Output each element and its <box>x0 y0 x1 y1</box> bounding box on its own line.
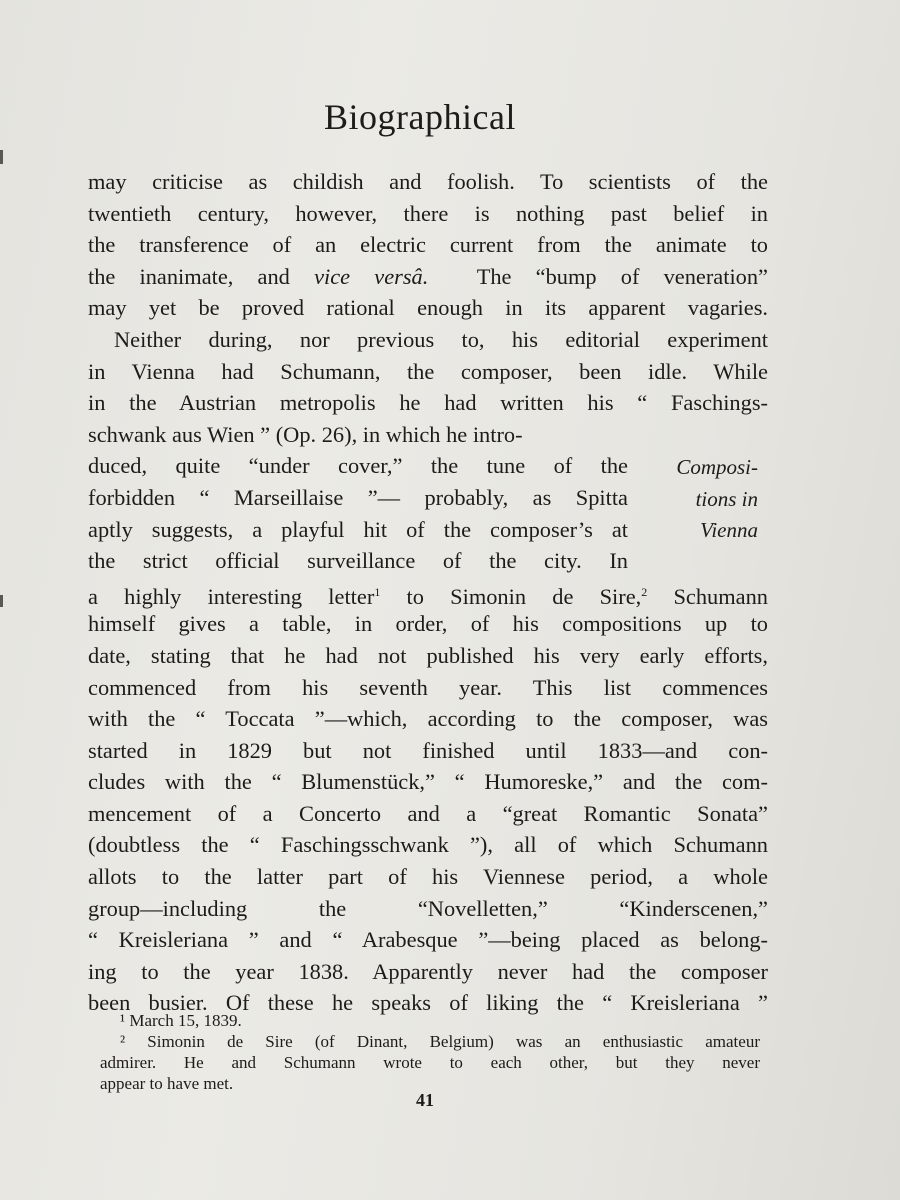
text-line: schwank aus Wien ” (Op. 26), in which he intro- <box>88 421 523 447</box>
text-line: aptly suggests, a playful hit of the composer’s at <box>88 516 628 542</box>
text-line: “ Kreisleriana ” and “ Arabesque ”—being placed as belong- <box>88 927 768 953</box>
text-line: may criticise as childish and foolish. To scientists of the <box>88 169 768 194</box>
text-segment: a highly interesting letter <box>88 583 375 609</box>
text-line: started in 1829 but not finished until 1833—and con- <box>88 737 768 763</box>
text-line <box>88 261 768 293</box>
text-line: commenced from his seventh year. This list commences <box>88 674 768 700</box>
text-line: with the “ Toccata ”—which, according to the composer, was <box>88 706 768 732</box>
body-text <box>88 166 768 1019</box>
text-line: may yet be proved rational enough in its apparent vagaries. <box>88 295 768 321</box>
page-number: 41 <box>416 1090 434 1110</box>
footnote-2-cont: admirer. He and Schumann wrote to each other, but they never <box>100 1053 760 1072</box>
footnote-2-cont: appear to have met. <box>100 1074 234 1093</box>
text-line: himself gives a table, in order, of his compositions up to <box>88 611 768 637</box>
footnote-1: ¹ March 15, 1839. <box>120 1011 242 1030</box>
text-segment: to Simonin de Sire, <box>380 583 642 609</box>
footnotes <box>100 1010 760 1094</box>
text-line: the strict official surveillance of the city. In <box>88 548 628 574</box>
footnote-2: ² Simonin de Sire (of Dinant, Belgium) was an enthusiastic amateur <box>120 1032 760 1051</box>
text-line: (doubtless the “ Faschingsschwank ”), all of which Schumann <box>88 832 768 858</box>
text-segment: the inanimate, and <box>88 263 290 289</box>
text-line: cludes with the “ Blumenstück,” “ Humoreske,” and the com- <box>88 769 768 795</box>
text-line: date, stating that he had not published his very early efforts, <box>88 642 768 668</box>
text-line: in the Austrian metropolis he had written his “ Faschings- <box>88 390 768 416</box>
text-segment: Schumann <box>647 583 769 609</box>
page-edge-mark <box>0 595 3 607</box>
text-line: been busier. Of these he speaks of liking the “ Kreisleriana ” <box>88 990 768 1016</box>
margin-note <box>650 452 758 547</box>
margin-note-line: Vienna <box>700 518 758 542</box>
text-line: mencement of a Concerto and a “great Romantic Sonata” <box>88 800 768 826</box>
footnote-ref: 1 <box>374 584 381 599</box>
text-line: the transference of an electric current from the animate to <box>88 232 768 258</box>
text-line: ing to the year 1838. Apparently never had the composer <box>88 958 768 984</box>
text-line: in Vienna had Schumann, the composer, been idle. While <box>88 358 768 384</box>
text-line <box>88 577 768 609</box>
running-header: Biographical <box>324 97 516 137</box>
italic-phrase: vice versâ. <box>314 263 429 289</box>
text-line: group—including the “Novelletten,” “Kinderscenen,” <box>88 895 768 921</box>
text-segment: The “bump of veneration” <box>476 263 768 289</box>
page-edge-mark <box>0 150 3 164</box>
margin-note-line: Composi- <box>676 455 758 479</box>
text-line: duced, quite “under cover,” the tune of the <box>88 453 628 479</box>
paragraph-start-line: Neither during, nor previous to, his editorial experiment <box>114 326 768 352</box>
text-line: allots to the latter part of his Viennese period, a whole <box>88 864 768 890</box>
text-line: twentieth century, however, there is nothing past belief in <box>88 200 768 226</box>
text-line: forbidden “ Marseillaise ”— probably, as Spitta <box>88 484 628 510</box>
margin-note-line: tions in <box>695 486 758 511</box>
footnote-ref: 2 <box>641 584 648 599</box>
